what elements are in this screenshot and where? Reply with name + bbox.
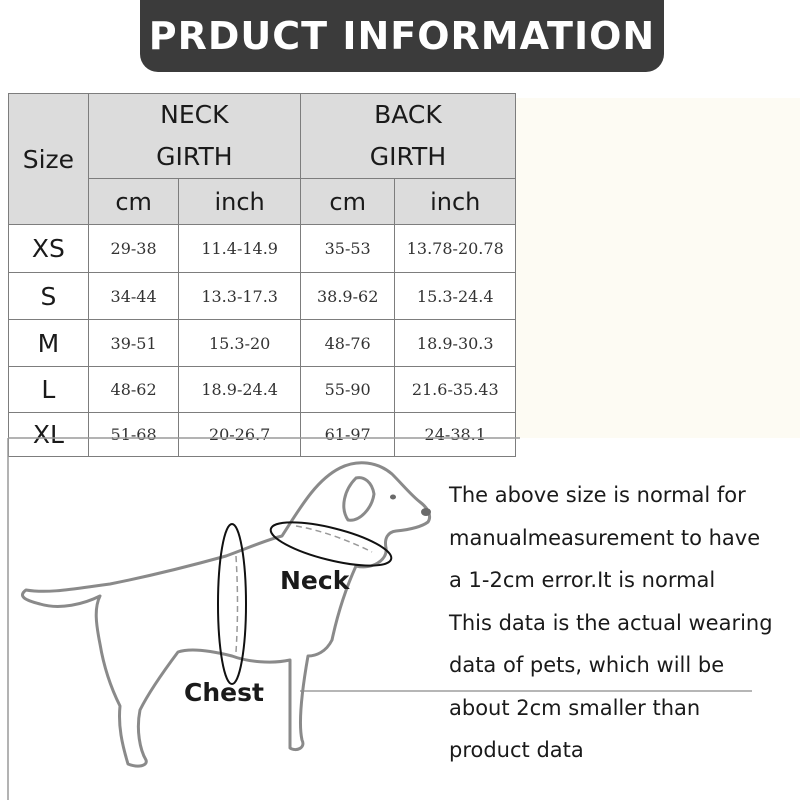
size-cell: XS [9, 225, 89, 273]
neck-inch-header: inch [179, 179, 300, 225]
size-cell: S [9, 273, 89, 320]
back-inch-cell: 18.9-30.3 [395, 320, 516, 367]
back-header-line1: BACK [374, 100, 442, 129]
neck-inch-cell: 20-26.7 [179, 413, 300, 457]
measurement-note [449, 474, 799, 772]
chest-measure-loop [218, 524, 246, 684]
neck-cm-cell: 39-51 [88, 320, 179, 367]
back-cm-cell: 55-90 [300, 367, 395, 413]
neck-inch-cell: 11.4-14.9 [179, 225, 300, 273]
chest-measure-dash [236, 556, 238, 652]
note-line: data of pets, which will be [449, 653, 725, 677]
neck-header-line1: NECK [160, 100, 229, 129]
neck-inch-cell: 18.9-24.4 [179, 367, 300, 413]
size-cell: L [9, 367, 89, 413]
size-cell: M [9, 320, 89, 367]
dog-ear-icon [344, 478, 374, 521]
dog-nose-icon [421, 508, 431, 516]
neck-header-line2: GIRTH [156, 142, 233, 171]
back-cm-cell: 38.9-62 [300, 273, 395, 320]
note-line: about 2cm smaller than [449, 695, 701, 720]
neck-inch-cell: 13.3-17.3 [179, 273, 300, 320]
neck-cm-cell: 48-62 [88, 367, 179, 413]
neck-label: Neck [280, 566, 350, 595]
back-cm-header: cm [300, 179, 395, 225]
neck-measure-dash [296, 526, 372, 552]
back-cm-cell: 48-76 [300, 320, 395, 367]
neck-cm-cell: 29-38 [88, 225, 179, 273]
chest-label: Chest [184, 678, 264, 707]
back-inch-header: inch [395, 179, 516, 225]
back-header-line2: GIRTH [369, 142, 447, 171]
note-line: The above size is normal for [449, 483, 746, 507]
note-line: manualmeasurement to have [449, 525, 761, 550]
note-line: a 1-2cm error.It is normal [449, 568, 716, 592]
back-inch-cell: 21.6-35.43 [395, 367, 516, 413]
back-inch-cell: 24-38.1 [395, 413, 516, 457]
neck-inch-cell: 15.3-20 [179, 320, 300, 367]
note-line: This data is the actual wearing [449, 610, 773, 635]
neck-cm-cell: 34-44 [88, 273, 179, 320]
page-title: PRDUCT INFORMATION [148, 14, 656, 58]
back-inch-cell: 13.78-20.78 [395, 225, 516, 273]
size-cell: XL [9, 413, 89, 457]
neck-cm-header: cm [88, 179, 179, 225]
back-cm-cell: 35-53 [300, 225, 395, 273]
back-inch-cell: 15.3-24.4 [395, 273, 516, 320]
note-line: product data [449, 738, 584, 762]
dog-eye-icon [390, 495, 396, 500]
back-cm-cell: 61-97 [300, 413, 395, 457]
size-header: Size [9, 94, 89, 225]
neck-cm-cell: 51-68 [88, 413, 179, 457]
